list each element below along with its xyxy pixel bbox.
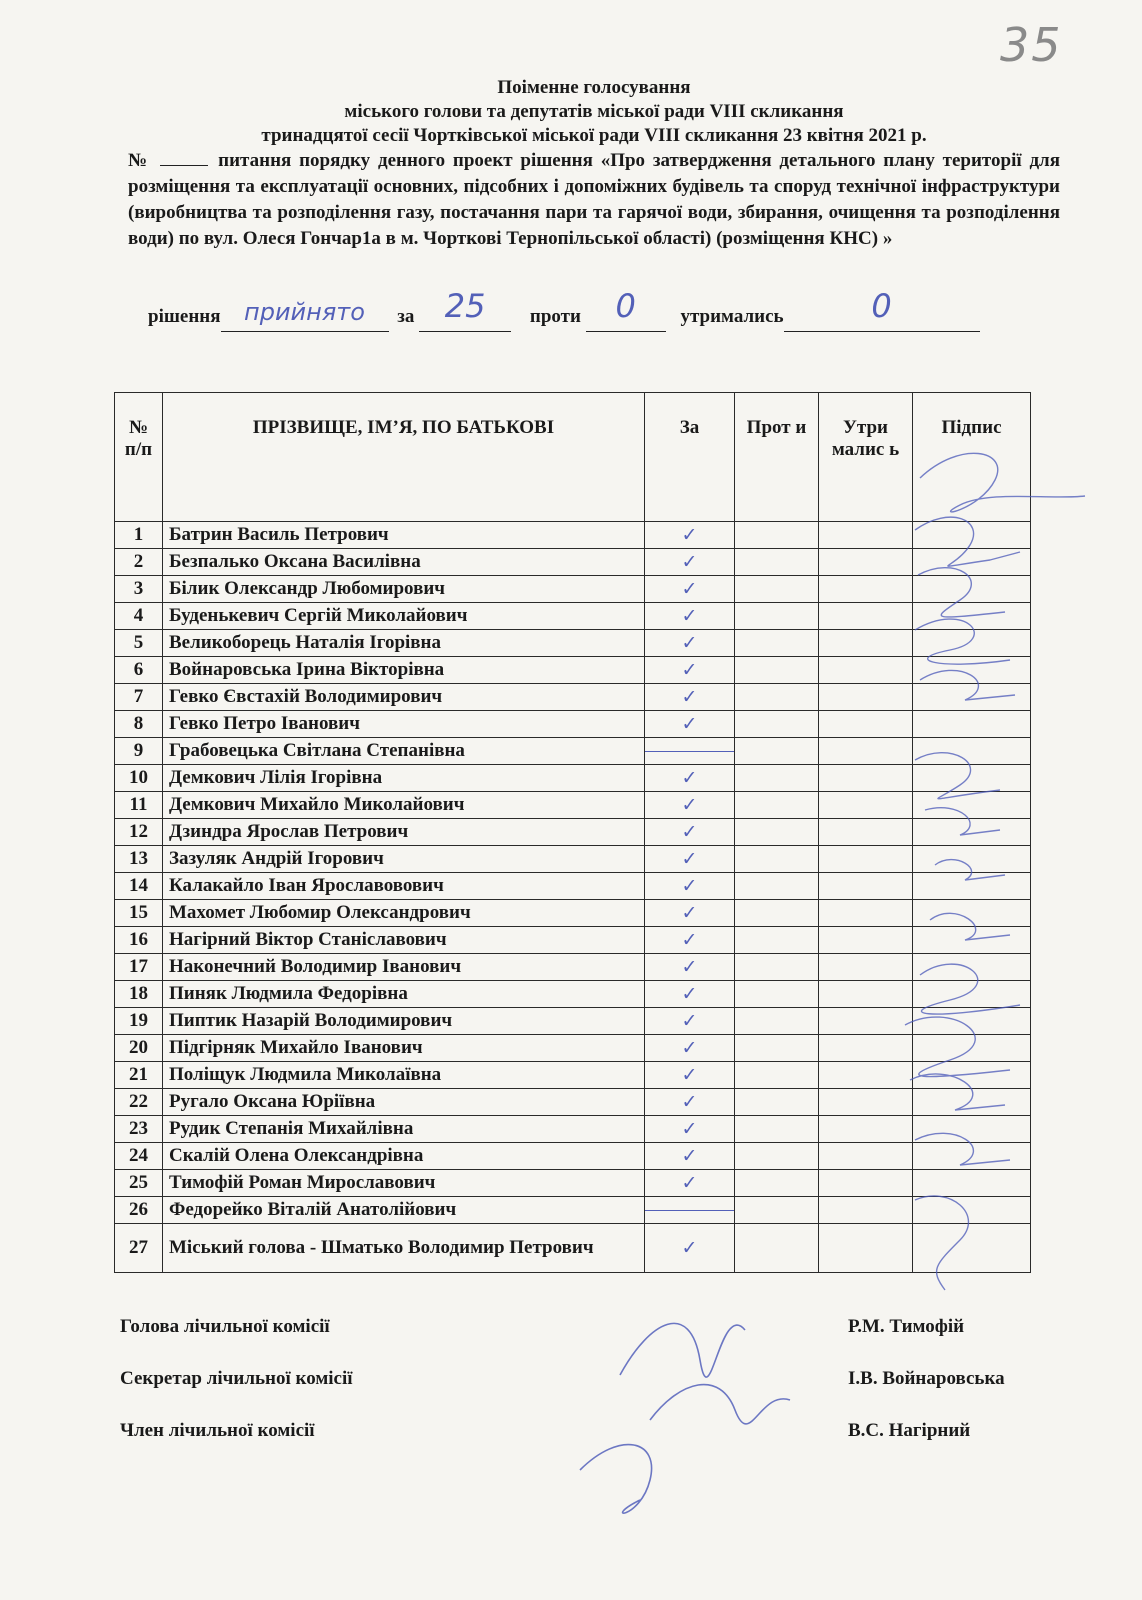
row-name: Рудик Степанія Михайлівна: [163, 1116, 645, 1143]
header-signature: Підпис: [913, 393, 1031, 522]
row-name: Підгірняк Михайло Іванович: [163, 1035, 645, 1062]
row-signature: [913, 1224, 1031, 1273]
title-line-3: тринадцятої сесії Чортківської міської ради VIII скликання 23 квітня 2021 р.: [261, 125, 927, 146]
row-name: Безпалько Оксана Василівна: [163, 549, 645, 576]
row-vote-for: ✓: [645, 927, 735, 954]
table-header-row: [115, 393, 1031, 522]
table-row: [115, 738, 1031, 765]
row-vote-for: ✓: [645, 711, 735, 738]
commission-member-name: В.С. Нагірний: [848, 1420, 971, 1441]
table-row: [115, 900, 1031, 927]
row-name: Великоборець Наталія Ігорівна: [163, 630, 645, 657]
row-vote-abstain: [819, 1143, 913, 1170]
row-number: 7: [115, 684, 163, 711]
row-signature: [913, 1035, 1031, 1062]
row-number: 6: [115, 657, 163, 684]
row-vote-for: ✓: [645, 657, 735, 684]
commission-role: Член лічильної комісії: [120, 1420, 315, 1441]
row-vote-abstain: [819, 1089, 913, 1116]
row-signature: [913, 900, 1031, 927]
row-name: Федорейко Віталій Анатолійович: [163, 1197, 645, 1224]
commission-signatures: [580, 1323, 790, 1513]
row-vote-abstain: [819, 873, 913, 900]
row-vote-for: ✓: [645, 1143, 735, 1170]
row-number: 3: [115, 576, 163, 603]
row-vote-for: ✓: [645, 1089, 735, 1116]
row-vote-for: ✓: [645, 954, 735, 981]
commission-role: Секретар лічильної комісії: [120, 1368, 353, 1389]
row-signature: [913, 711, 1031, 738]
row-number: 8: [115, 711, 163, 738]
row-vote-against: [735, 1089, 819, 1116]
row-vote-for: ✓: [645, 900, 735, 927]
table-row: [115, 765, 1031, 792]
row-number: 5: [115, 630, 163, 657]
table-row: [115, 684, 1031, 711]
against-value: 0: [615, 287, 636, 325]
row-signature: [913, 630, 1031, 657]
row-vote-for: ✓: [645, 549, 735, 576]
header-number: № п/п: [115, 393, 163, 522]
row-vote-abstain: [819, 1035, 913, 1062]
row-signature: [913, 1116, 1031, 1143]
table-row: [115, 1143, 1031, 1170]
row-name: Поліщук Людмила Миколаївна: [163, 1062, 645, 1089]
row-vote-abstain: [819, 927, 913, 954]
row-vote-abstain: [819, 981, 913, 1008]
table-row: [115, 819, 1031, 846]
row-number: 20: [115, 1035, 163, 1062]
row-vote-against: [735, 549, 819, 576]
row-name: Тимофій Роман Мирославович: [163, 1170, 645, 1197]
strike-mark: [645, 751, 735, 752]
row-name: Демкович Лілія Ігорівна: [163, 765, 645, 792]
row-number: 9: [115, 738, 163, 765]
row-number: 1: [115, 522, 163, 549]
row-signature: [913, 873, 1031, 900]
abstain-label: утримались: [680, 306, 784, 327]
table-row: [115, 873, 1031, 900]
row-vote-abstain: [819, 819, 913, 846]
row-vote-abstain: [819, 630, 913, 657]
row-vote-against: [735, 765, 819, 792]
row-vote-for: ✓: [645, 846, 735, 873]
row-signature: [913, 522, 1031, 549]
row-vote-against: [735, 522, 819, 549]
table-row: [115, 711, 1031, 738]
row-name: Калакайло Іван Ярославовович: [163, 873, 645, 900]
row-vote-against: [735, 900, 819, 927]
row-vote-abstain: [819, 549, 913, 576]
row-signature: [913, 927, 1031, 954]
row-name: Ругало Оксана Юріївна: [163, 1089, 645, 1116]
roll-call-table: [114, 392, 1031, 1273]
abstain-field: [784, 287, 980, 332]
row-vote-abstain: [819, 900, 913, 927]
table-row: [115, 927, 1031, 954]
row-name: Нагірний Віктор Станіславович: [163, 927, 645, 954]
row-number: 22: [115, 1089, 163, 1116]
row-number: 19: [115, 1008, 163, 1035]
row-vote-for: ✓: [645, 819, 735, 846]
commission-member-name: І.В. Войнаровська: [848, 1368, 1005, 1389]
table-row: [115, 549, 1031, 576]
row-vote-abstain: [819, 1008, 913, 1035]
row-vote-abstain: [819, 522, 913, 549]
commission-member: [120, 1316, 1080, 1338]
row-vote-against: [735, 819, 819, 846]
row-number: 11: [115, 792, 163, 819]
commission-member: [120, 1420, 1080, 1442]
row-name: Грабовецька Світлана Степанівна: [163, 738, 645, 765]
row-vote-against: [735, 738, 819, 765]
header-against: Прот и: [735, 393, 819, 522]
row-signature: [913, 738, 1031, 765]
table-row: [115, 846, 1031, 873]
table-row: [115, 981, 1031, 1008]
row-vote-against: [735, 846, 819, 873]
table-row: [115, 1116, 1031, 1143]
header-for: За: [645, 393, 735, 522]
against-label: проти: [529, 306, 581, 327]
strike-mark: [645, 1210, 735, 1211]
table-row: [115, 576, 1031, 603]
row-name: Демкович Михайло Миколайович: [163, 792, 645, 819]
commission-role: Голова лічильної комісії: [120, 1316, 330, 1337]
decision-label: рішення: [148, 306, 221, 327]
row-vote-against: [735, 630, 819, 657]
row-name: Зазуляк Андрій Ігорович: [163, 846, 645, 873]
row-vote-abstain: [819, 684, 913, 711]
table-row: [115, 1008, 1031, 1035]
row-name: Гевко Петро Іванович: [163, 711, 645, 738]
row-number: 17: [115, 954, 163, 981]
row-vote-for: ✓: [645, 603, 735, 630]
row-vote-abstain: [819, 792, 913, 819]
row-name: Міський голова - Шматько Володимир Петрович: [163, 1224, 645, 1273]
question-text: питання порядку денного проект рішення «Про затвердження детального плану території для розміщення та експлуатації основних, підсобних і допоміжних будівель та споруд технічної інфраструктури (виробництва та розподілення газу, постачання пари та гарячої води, збирання, очищення та розподілення води) по вул. Олеся Гончар1а в м. Чорткові Тернопільської області) (розміщення КНС) »: [128, 150, 1060, 249]
row-number: 12: [115, 819, 163, 846]
row-signature: [913, 1170, 1031, 1197]
row-vote-against: [735, 792, 819, 819]
row-signature: [913, 657, 1031, 684]
table-row: [115, 1062, 1031, 1089]
row-signature: [913, 684, 1031, 711]
row-vote-against: [735, 954, 819, 981]
document-header: [128, 76, 1060, 252]
table-row: [115, 522, 1031, 549]
row-vote-for: [645, 1197, 735, 1224]
row-signature: [913, 1008, 1031, 1035]
page-number: 35: [1000, 18, 1063, 72]
row-vote-against: [735, 684, 819, 711]
row-signature: [913, 1062, 1031, 1089]
decision-value: прийнято: [244, 298, 365, 326]
row-vote-for: ✓: [645, 765, 735, 792]
row-vote-for: ✓: [645, 1035, 735, 1062]
row-number: 27: [115, 1224, 163, 1273]
abstain-value: 0: [871, 287, 892, 325]
row-name: Білик Олександр Любомирович: [163, 576, 645, 603]
table-row: [115, 630, 1031, 657]
row-signature: [913, 576, 1031, 603]
row-vote-for: ✓: [645, 1170, 735, 1197]
row-number: 23: [115, 1116, 163, 1143]
for-label: за: [397, 306, 415, 327]
row-vote-against: [735, 1170, 819, 1197]
row-vote-for: ✓: [645, 873, 735, 900]
agenda-question: [128, 148, 1060, 252]
row-signature: [913, 846, 1031, 873]
table-row: [115, 1224, 1031, 1273]
row-name: Войнаровська Ірина Вікторівна: [163, 657, 645, 684]
table-row: [115, 1089, 1031, 1116]
row-signature: [913, 954, 1031, 981]
row-number: 4: [115, 603, 163, 630]
row-vote-abstain: [819, 954, 913, 981]
decision-field: [221, 298, 389, 332]
row-vote-abstain: [819, 657, 913, 684]
row-number: 10: [115, 765, 163, 792]
row-number: 16: [115, 927, 163, 954]
row-vote-abstain: [819, 765, 913, 792]
title-line-1: Поіменне голосування: [497, 77, 691, 98]
header-name: ПРІЗВИЩЕ, ІМ’Я, ПО БАТЬКОВІ: [163, 393, 645, 522]
row-vote-against: [735, 927, 819, 954]
question-number-sign: №: [128, 150, 151, 171]
row-name: Дзиндра Ярослав Петрович: [163, 819, 645, 846]
row-number: 13: [115, 846, 163, 873]
row-number: 2: [115, 549, 163, 576]
row-signature: [913, 981, 1031, 1008]
row-vote-for: ✓: [645, 576, 735, 603]
row-vote-for: ✓: [645, 684, 735, 711]
row-vote-for: ✓: [645, 1062, 735, 1089]
row-vote-abstain: [819, 1197, 913, 1224]
against-field: [586, 287, 666, 332]
row-number: 24: [115, 1143, 163, 1170]
row-signature: [913, 1089, 1031, 1116]
row-vote-abstain: [819, 1170, 913, 1197]
row-name: Гевко Євстахій Володимирович: [163, 684, 645, 711]
row-vote-against: [735, 657, 819, 684]
row-vote-for: ✓: [645, 630, 735, 657]
row-vote-for: ✓: [645, 1116, 735, 1143]
row-vote-against: [735, 873, 819, 900]
row-signature: [913, 549, 1031, 576]
row-vote-against: [735, 1008, 819, 1035]
row-name: Скалій Олена Олександрівна: [163, 1143, 645, 1170]
row-vote-abstain: [819, 576, 913, 603]
row-vote-against: [735, 1224, 819, 1273]
title-line-2: міського голови та депутатів міської ради VIII скликання: [344, 101, 844, 122]
row-signature: [913, 1197, 1031, 1224]
row-name: Махомет Любомир Олександрович: [163, 900, 645, 927]
row-vote-for: ✓: [645, 981, 735, 1008]
row-name: Пиптик Назарій Володимирович: [163, 1008, 645, 1035]
row-vote-for: ✓: [645, 1008, 735, 1035]
row-vote-for: [645, 738, 735, 765]
row-number: 26: [115, 1197, 163, 1224]
decision-line: [148, 287, 1048, 332]
header-abstain: Утри малис ь: [819, 393, 913, 522]
row-name: Буденькевич Сергій Миколайович: [163, 603, 645, 630]
row-vote-abstain: [819, 846, 913, 873]
row-vote-against: [735, 603, 819, 630]
commission-member-name: Р.М. Тимофій: [848, 1316, 965, 1337]
row-vote-against: [735, 711, 819, 738]
row-vote-for: ✓: [645, 792, 735, 819]
row-signature: [913, 765, 1031, 792]
table-row: [115, 792, 1031, 819]
for-field: [419, 287, 511, 332]
table-row: [115, 954, 1031, 981]
question-number-blank: [160, 149, 208, 166]
row-number: 15: [115, 900, 163, 927]
table-row: [115, 1035, 1031, 1062]
commission-member: [120, 1368, 1080, 1390]
row-vote-for: ✓: [645, 1224, 735, 1273]
row-signature: [913, 1143, 1031, 1170]
row-vote-against: [735, 1116, 819, 1143]
row-signature: [913, 792, 1031, 819]
row-vote-abstain: [819, 1062, 913, 1089]
row-number: 21: [115, 1062, 163, 1089]
row-name: Наконечний Володимир Іванович: [163, 954, 645, 981]
table-row: [115, 1170, 1031, 1197]
row-vote-against: [735, 1035, 819, 1062]
row-number: 18: [115, 981, 163, 1008]
table-row: [115, 1197, 1031, 1224]
for-value: 25: [444, 287, 486, 325]
row-vote-abstain: [819, 711, 913, 738]
row-number: 25: [115, 1170, 163, 1197]
row-vote-abstain: [819, 1224, 913, 1273]
row-vote-against: [735, 1062, 819, 1089]
row-vote-abstain: [819, 738, 913, 765]
table-row: [115, 603, 1031, 630]
row-name: Пиняк Людмила Федорівна: [163, 981, 645, 1008]
row-signature: [913, 819, 1031, 846]
row-name: Батрин Василь Петрович: [163, 522, 645, 549]
row-vote-abstain: [819, 1116, 913, 1143]
row-vote-against: [735, 1197, 819, 1224]
row-vote-against: [735, 981, 819, 1008]
table-row: [115, 657, 1031, 684]
row-vote-against: [735, 576, 819, 603]
row-vote-for: ✓: [645, 522, 735, 549]
row-number: 14: [115, 873, 163, 900]
row-vote-abstain: [819, 603, 913, 630]
row-vote-against: [735, 1143, 819, 1170]
row-signature: [913, 603, 1031, 630]
